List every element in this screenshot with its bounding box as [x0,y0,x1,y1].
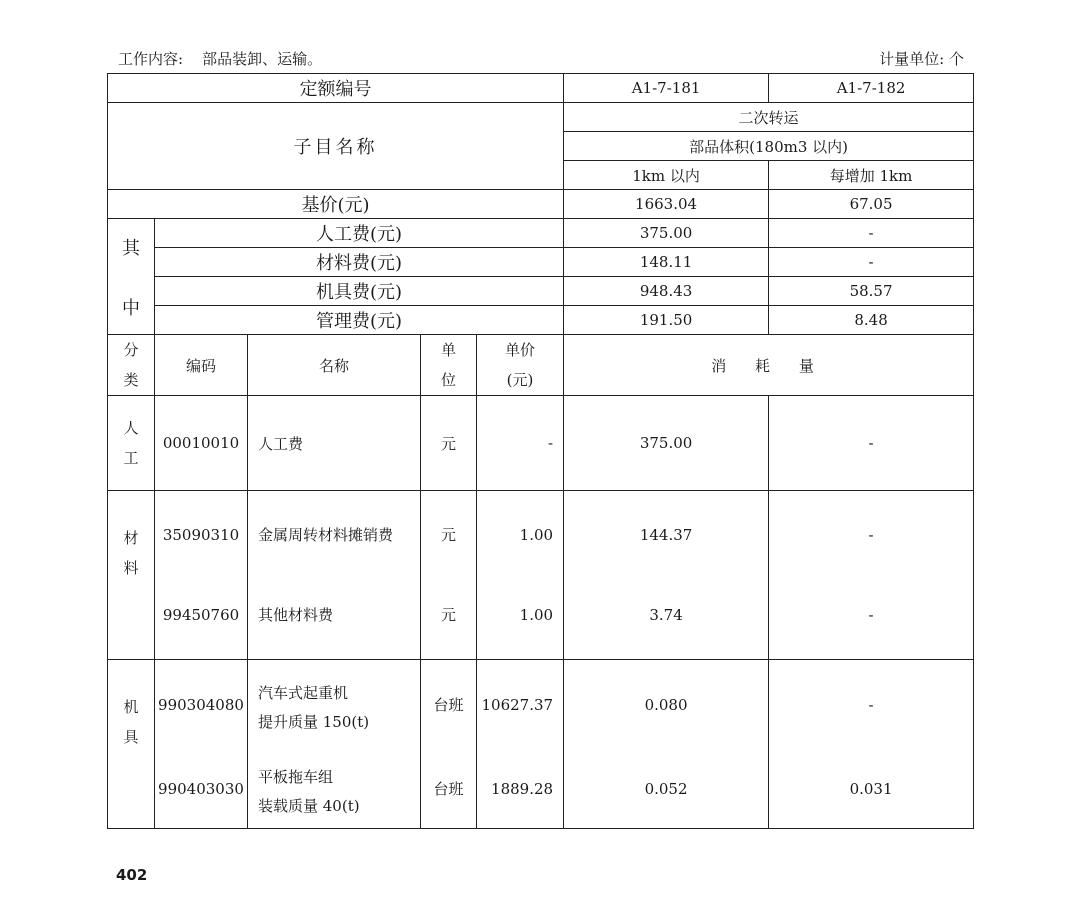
unit-header: 单 位 [421,335,477,396]
resource-code: 99450760 [162,606,240,624]
name-header: 名称 [248,335,421,396]
group-transport: 二次转运 [564,103,974,132]
consumption-value: 0.031 [849,780,893,798]
quota-table [107,73,974,829]
sub-item: 每增加 1km [769,161,974,190]
code-header: 编码 [155,335,248,396]
resource-unit: 元 [440,526,456,544]
base-price-value: 67.05 [769,190,974,219]
resource-unit: 台班 [433,780,464,798]
material-consumption-a [564,491,769,660]
resource-unit: 元 [421,396,477,491]
resource-unit: 元 [440,606,456,624]
resource-price: 10627.37 [481,696,554,714]
price-header: 单价 (元) [477,335,564,396]
resource-price: 1.00 [519,606,554,624]
material-units [421,491,477,660]
consumption-value: 375.00 [564,396,769,491]
machinery-units [421,660,477,829]
machinery-consumption-a [564,660,769,829]
machinery-codes [155,660,248,829]
consumption-value: - [868,696,874,714]
material-names [248,491,421,660]
category-machinery: 机 具 [108,660,155,829]
category-material: 材 料 [108,491,155,660]
cost-label: 材料费(元) [155,248,564,277]
consumption-value: 3.74 [649,606,683,624]
base-price-value: 1663.04 [564,190,769,219]
resource-price: - [477,396,564,491]
page-number: 402 [116,866,148,884]
base-price-label: 基价(元) [108,190,564,219]
cost-value: 58.57 [769,277,974,306]
resource-price: 1.00 [519,526,554,544]
measure-unit: 计量单位: 个 [879,50,964,68]
item-name-label: 子目名称 [108,103,564,190]
consumption-value: 0.080 [644,696,688,714]
resource-code: 990403030 [158,780,244,798]
consumption-value: 144.37 [639,526,693,544]
consumption-value: - [868,526,874,544]
work-content: 工作内容: 部品装卸、运输。 [118,50,323,68]
among-label: 其 中 [108,219,155,335]
quota-code: A1-7-181 [564,74,769,103]
cost-value: - [769,219,974,248]
cost-value: 948.43 [564,277,769,306]
cost-value: - [769,248,974,277]
resource-price: 1889.28 [491,780,554,798]
consumption-value: - [868,606,874,624]
resource-code: 00010010 [155,396,248,491]
consumption-value: - [769,396,974,491]
material-prices [477,491,564,660]
consumption-value: 0.052 [644,780,688,798]
cost-value: 148.11 [564,248,769,277]
category-labor: 人 工 [108,396,155,491]
cost-label: 机具费(元) [155,277,564,306]
quota-number-label: 定额编号 [108,74,564,103]
cost-label: 管理费(元) [155,306,564,335]
consumption-header: 消 耗 量 [564,335,974,396]
category-header: 分 类 [108,335,155,396]
resource-name: 汽车式起重机 提升质量 150(t) [258,684,370,731]
material-codes [155,491,248,660]
machinery-consumption-b [769,660,974,829]
quota-code: A1-7-182 [769,74,974,103]
machinery-names [248,660,421,829]
cost-value: 8.48 [769,306,974,335]
resource-unit: 台班 [433,696,464,714]
cost-value: 191.50 [564,306,769,335]
sub-item: 1km 以内 [564,161,769,190]
resource-name: 其他材料费 [258,606,334,624]
resource-name: 平板拖车组 装载质量 40(t) [258,768,360,815]
cost-value: 375.00 [564,219,769,248]
resource-name: 人工费 [248,396,421,491]
resource-name: 金属周转材料摊销费 [258,526,394,544]
resource-code: 35090310 [162,526,240,544]
machinery-prices [477,660,564,829]
group-volume: 部品体积(180m3 以内) [564,132,974,161]
material-consumption-b [769,491,974,660]
cost-label: 人工费(元) [155,219,564,248]
resource-code: 990304080 [158,696,244,714]
